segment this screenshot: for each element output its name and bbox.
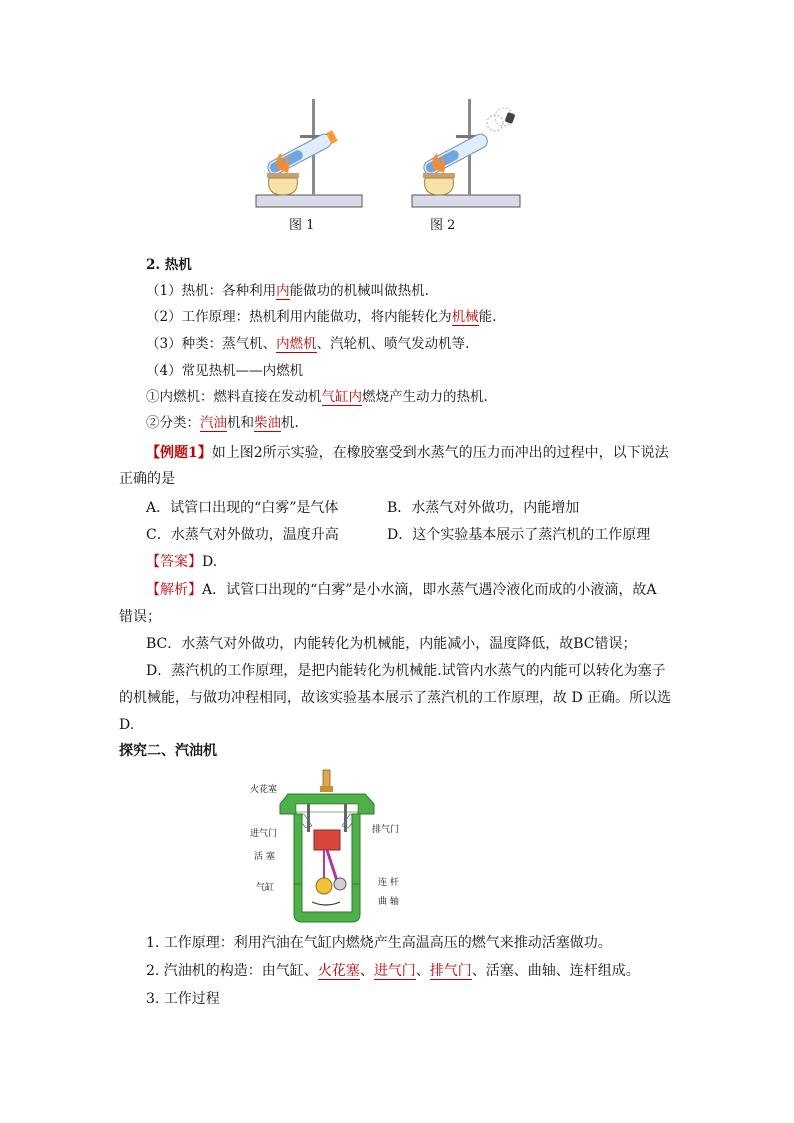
- answer-blank: 火花塞: [317, 963, 360, 979]
- test-tube-stopper-ejected-illustration: [410, 97, 525, 215]
- paragraph-types: （3）种类：蒸气机、内燃机、汽轮机、喷气发动机等.: [146, 336, 470, 352]
- label-piston: 活 塞: [254, 852, 275, 862]
- option-b: B．水蒸气对外做功，内能增加: [387, 500, 580, 516]
- label-connecting-rod: 连 杆: [378, 878, 399, 888]
- answer-blank: 气缸内: [321, 389, 362, 405]
- analysis-line-2: 错误；: [119, 609, 161, 625]
- example-question-line-1: 【例题1】如上图2所示实验，在橡胶塞受到水蒸气的压力而冲出的过程中，以下说法: [146, 445, 669, 461]
- option-d: D．这个实验基本展示了蒸汽机的工作原理: [387, 527, 651, 543]
- answer-blank: 汽油: [200, 415, 227, 431]
- label-crankshaft: 曲 轴: [378, 897, 399, 907]
- paragraph-common-engine: （4）常见热机——内燃机: [146, 363, 304, 379]
- analysis-line-3: BC．水蒸气对外做功，内能转化为机械能，内能减小，温度降低，故BC错误；: [146, 636, 637, 652]
- label-intake-valve: 进气门: [250, 829, 278, 839]
- paragraph-classification: ②分类：汽油机和柴油机.: [146, 415, 299, 431]
- figure-2: [410, 97, 525, 215]
- analysis-line-6: D.: [119, 717, 135, 733]
- section-heading-heat-engine: 2. 热机: [146, 257, 192, 273]
- figure-1-caption: 图 1: [289, 218, 315, 233]
- test-tube-heating-illustration: [254, 97, 368, 215]
- answer-blank: 内: [276, 283, 290, 299]
- paragraph-working-principle-gasoline: 1. 工作原理：利用汽油在气缸内燃烧产生高温高压的燃气来推动活塞做功。: [146, 935, 612, 951]
- answer-blank: 进气门: [373, 963, 416, 979]
- answer-blank: 内燃机: [276, 336, 317, 352]
- paragraph-ic-engine: ①内燃机：燃料直接在发动机气缸内燃烧产生动力的热机.: [146, 389, 488, 405]
- option-c: C．水蒸气对外做功，温度升高: [146, 527, 339, 543]
- section-heading-gasoline-engine: 探究二、汽油机: [119, 743, 217, 759]
- label-spark-plug: 火花塞: [250, 785, 278, 795]
- answer-blank: 柴油: [254, 415, 281, 431]
- answer-blank: 排气门: [429, 963, 472, 979]
- option-a: A．试管口出现的“白雾”是气体: [146, 500, 339, 516]
- paragraph-heat-engine-definition: （1）热机：各种利用内能做功的机械叫做热机.: [146, 283, 429, 299]
- example-question-line-2: 正确的是: [119, 471, 175, 487]
- example-tag: 【例题1】: [146, 445, 212, 461]
- paragraph-working-principle: （2）工作原理：热机利用内能做功，将内能转化为机械能.: [146, 309, 497, 325]
- analysis-line-1: 【解析】A．试管口出现的“白雾”是小水滴，即水蒸气遇冷液化而成的小液滴，故A: [146, 582, 657, 598]
- figure-2-caption: 图 2: [430, 218, 456, 233]
- label-cylinder: 气缸: [256, 883, 275, 893]
- paragraph-working-process: 3. 工作过程: [146, 991, 220, 1007]
- figure-1: [254, 97, 368, 215]
- answer-blank: 机械: [451, 309, 479, 325]
- answer-tag: 【答案】: [146, 554, 202, 570]
- analysis-line-5: 的机械能，与做功冲程相同，故该实验基本展示了蒸汽机的工作原理，故 D 正确。所以选: [119, 690, 672, 706]
- analysis-tag: 【解析】: [146, 582, 202, 598]
- analysis-line-4: D．蒸汽机的工作原理，是把内能转化为机械能.试管内水蒸气的内能可以转化为塞子: [146, 663, 666, 679]
- answer-line: 【答案】D.: [146, 554, 218, 570]
- paragraph-construction: 2. 汽油机的构造：由气缸、火花塞、进气门、排气门、活塞、曲轴、连杆组成。: [146, 963, 640, 979]
- label-exhaust-valve: 排气门: [372, 825, 400, 835]
